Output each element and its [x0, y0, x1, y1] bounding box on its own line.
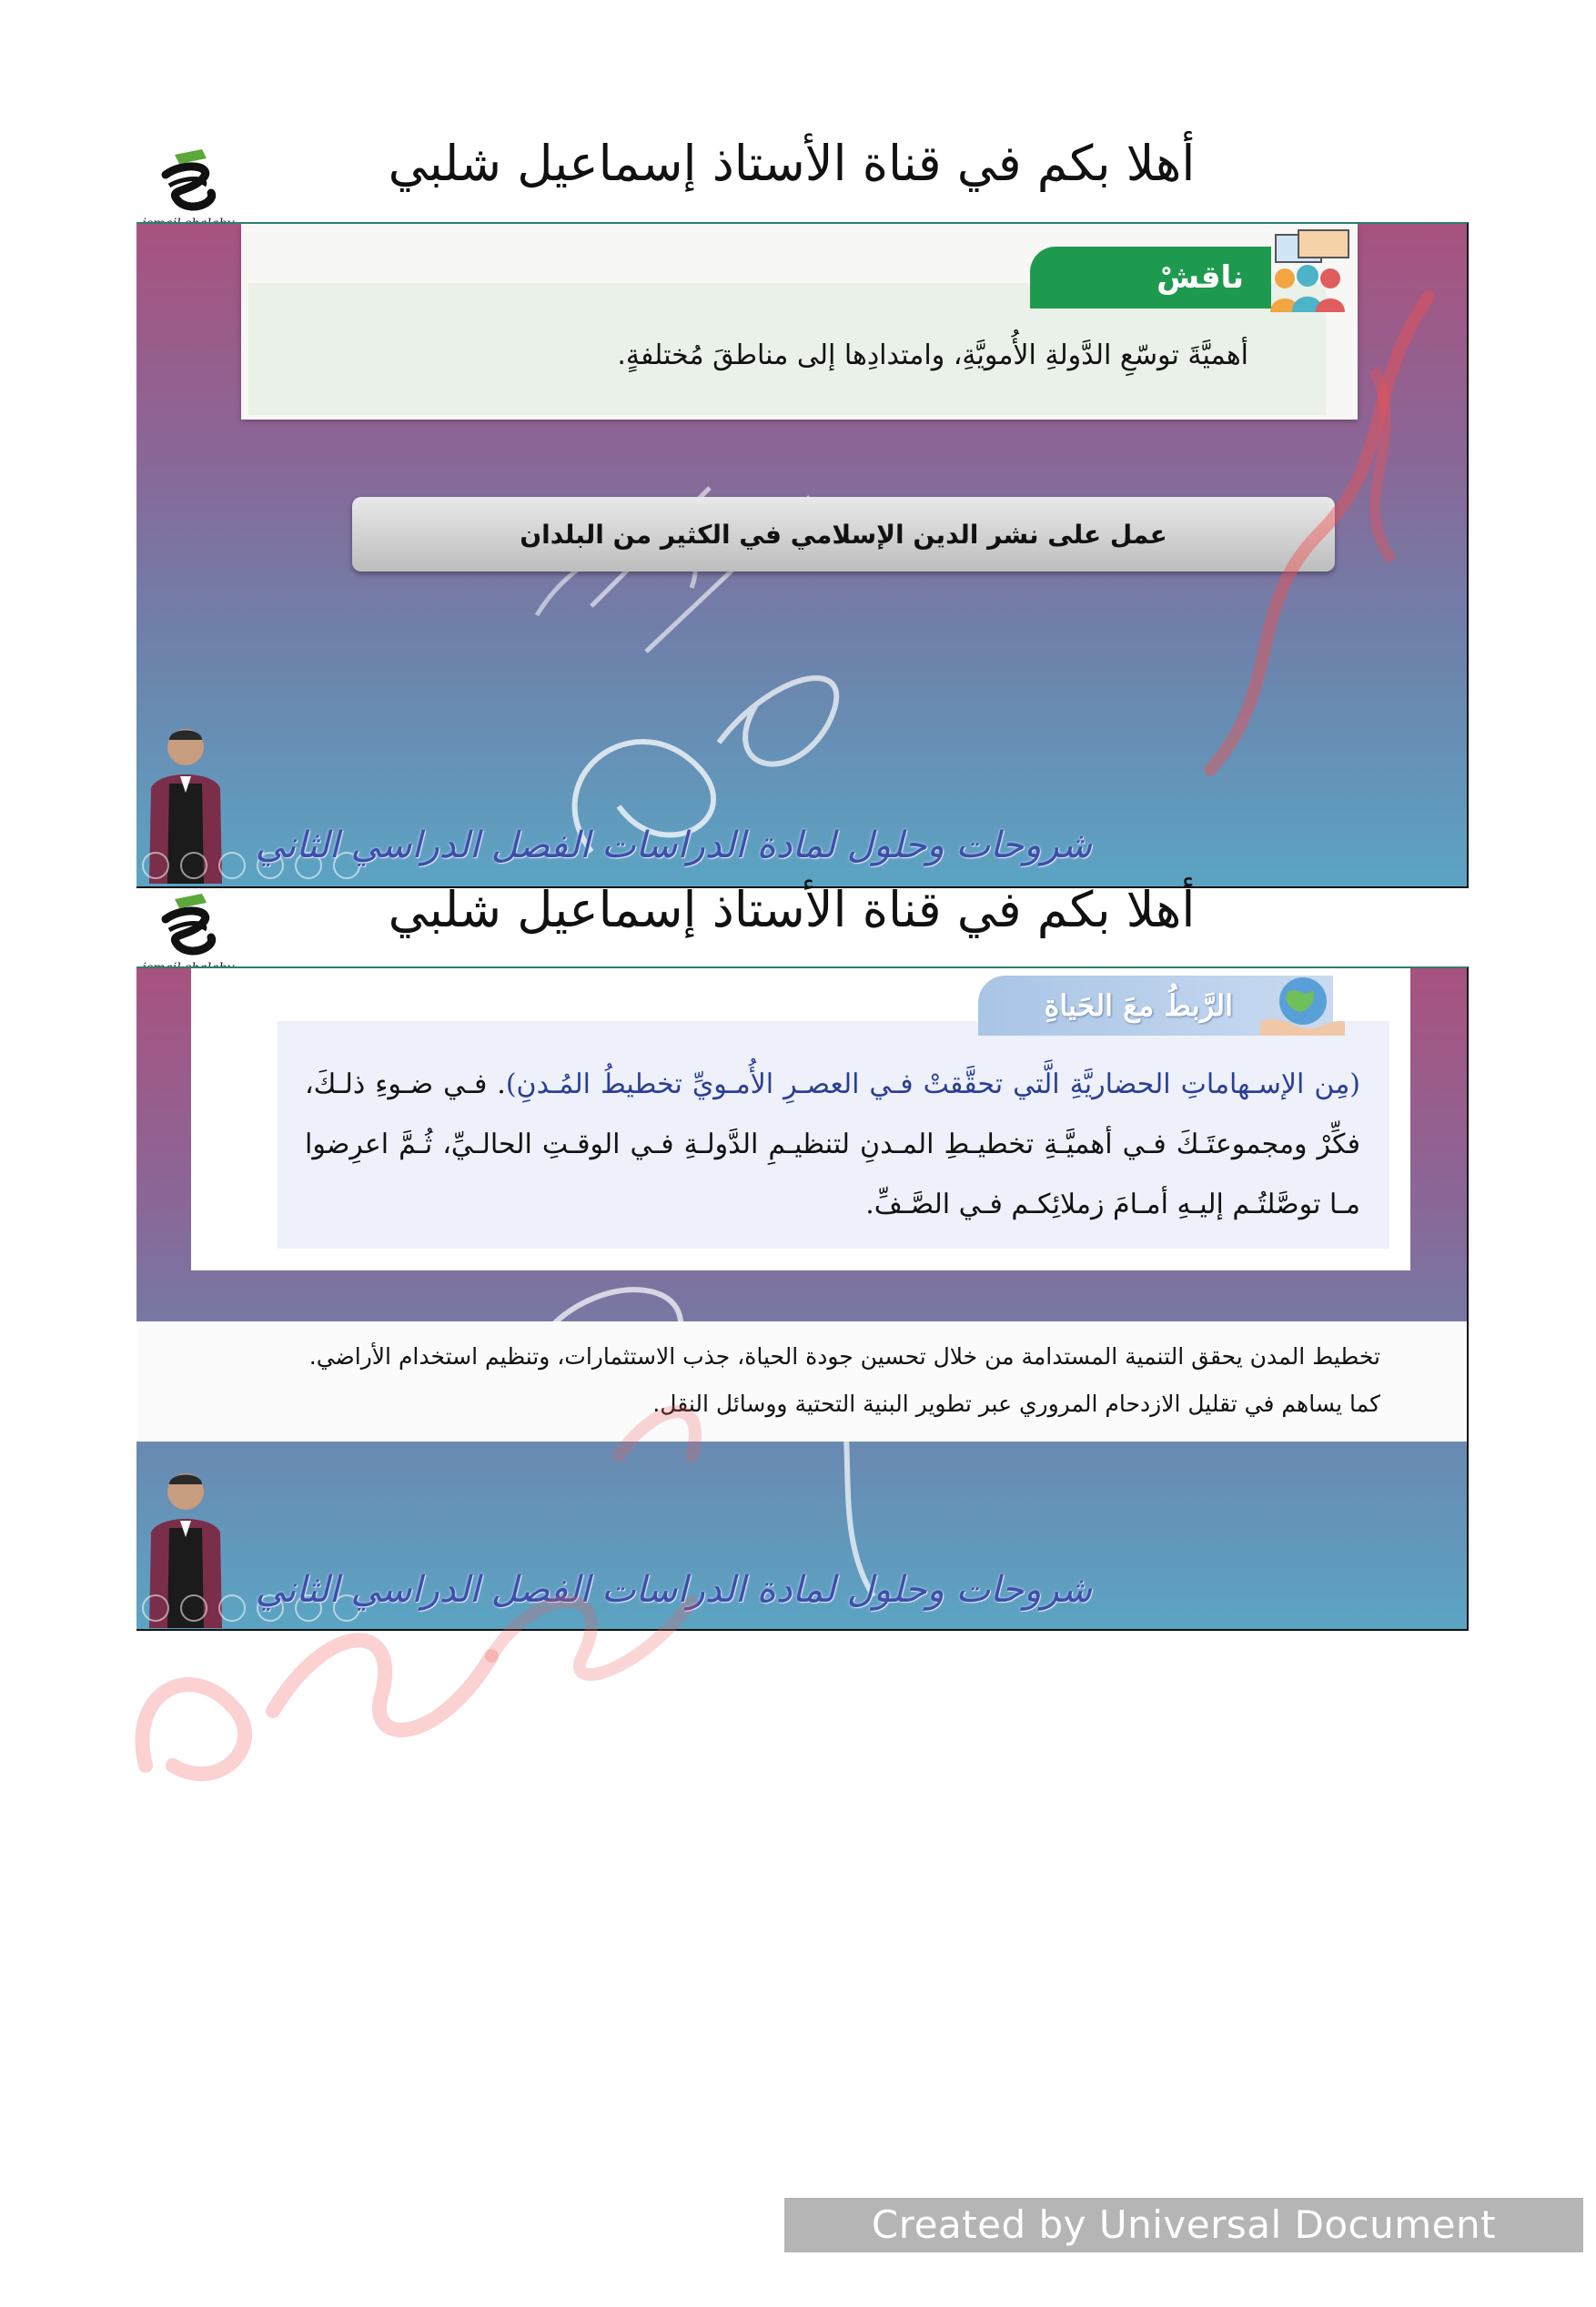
calligraphy-decoration — [482, 379, 1028, 888]
prev-icon[interactable] — [142, 852, 169, 879]
page-title-2: أهلا بكم في قناة الأستاذ إسماعيل شلبي — [388, 881, 1196, 938]
slide-footer-text: شروحات وحلول لمادة الدراسات الفصل الدراسي الثاني — [255, 825, 1092, 866]
channel-logo — [138, 138, 238, 229]
life-text — [305, 1055, 1360, 1235]
pen-icon[interactable] — [218, 852, 246, 879]
answer-strip — [136, 1321, 1467, 1442]
life-text-quote: (مِن الإسـهاماتِ الحضاريَّةِ الَّتي تحقَّقتْ فـي العصـرِ الأُمـويِّ تخطيطُ المُـدنِ) — [505, 1068, 1361, 1100]
logo-mark-icon — [138, 138, 238, 220]
slide-life — [136, 966, 1469, 1631]
slide-footer-text: شروحات وحلول لمادة الدراسات الفصل الدراسي الثاني — [255, 1569, 1092, 1611]
life-card — [191, 968, 1410, 1270]
channel-logo-2 — [138, 883, 238, 974]
page-title: أهلا بكم في قناة الأستاذ إسماعيل شلبي — [388, 135, 1196, 192]
answer-text: عمل على نشر الدين الإسلامي في الكثير من البلدان — [520, 519, 1167, 550]
discuss-question: أهميَّةَ توسّعِ الدَّولةِ الأُمويَّةِ، وامتدادِها إلى مناطقَ مُختلفةٍ. — [617, 339, 1248, 371]
prev-icon[interactable] — [142, 1594, 169, 1622]
answer-line-2: كما يساهم في تقليل الازدحام المروري عبر تطوير البنية التحتية ووسائل النقل. — [652, 1391, 1380, 1417]
converter-banner: Created by Universal Document Converter — [784, 2198, 1583, 2252]
answer-line-1: تخطيط المدن يحقق التنمية المستدامة من خلال تحسين جودة الحياة، جذب الاستثمارات، وتنظيم استخدام الأراضي. — [308, 1343, 1380, 1370]
life-tab-label: الرَّبطُ معَ الحَياةِ — [1044, 988, 1233, 1023]
watermark-stroke — [1137, 260, 1465, 879]
next-icon[interactable] — [180, 852, 207, 879]
globe-hands-icon — [1256, 972, 1347, 1037]
next-icon[interactable] — [180, 1594, 207, 1622]
logo-mark-icon — [138, 883, 238, 965]
slide-discuss — [136, 222, 1469, 888]
discuss-tab-label: ناقشْ — [1157, 259, 1244, 296]
pen-icon[interactable] — [218, 1594, 246, 1622]
life-text-rest: . فـي ضـوءِ ذلـكَ، فكِّرْ ومجموعتَـكَ فـي أهميَّـةِ تخطيـطِ المـدنِ لتنظيـمِ الدَّولـةِ فـي الوقـتِ الحالـيِّ، ثُـمَّ اعرِضوا مـا توصَّلتُـم إليـهِ أمـامَ زملائِكـم فـي الصَّـفِّ. — [305, 1068, 1360, 1220]
